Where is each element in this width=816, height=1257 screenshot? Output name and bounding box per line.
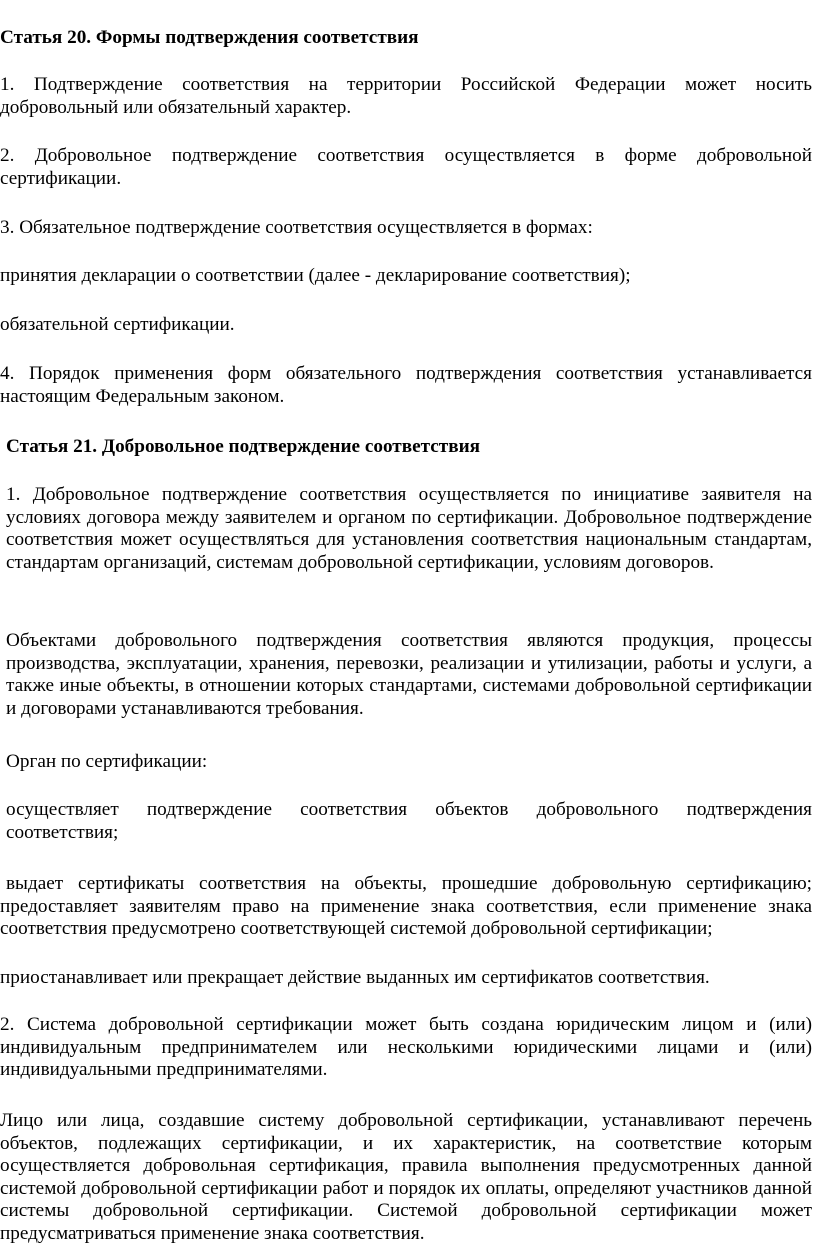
article-20-heading: Статья 20. Формы подтверждения соответствия [0,27,419,48]
article-20-paragraph-3: 3. Обязательное подтверждение соответствия осуществляется в формах: [0,217,593,238]
article-20-paragraph-1: 1. Подтверждение соответствия на территории Российской Федерации может носить добровольный или обязательный характер. [0,74,812,118]
article-20-list-item-1: принятия декларации о соответствии (далее - декларирование соответствия); [0,265,631,286]
article-21-certification-body-item-1: осуществляет подтверждение соответствия объектов добровольного подтверждения соответствия; [6,799,812,843]
article-20-list-item-2: обязательной сертификации. [0,314,235,335]
article-21-certification-body-intro: Орган по сертификации: [6,751,208,772]
article-21-certification-body-item-2: выдает сертификаты соответствия на объекты, прошедшие добровольную сертификацию; предоставляет заявителям право на применение знака соответствия, если применение знака соответствия предусмотрено соответствующей системой добровольной сертификации; [0,873,812,939]
article-21-paragraph-1: 1. Добровольное подтверждение соответствия осуществляется по инициативе заявителя на условиях договора между заявителем и органом по сертификации. Добровольное подтверждение соответствия может осуществляться для установления соответствия национальным стандартам, стандартам организаций, системам добровольной сертификации, условиям договоров. [6,484,812,573]
article-21-paragraph-2: 2. Система добровольной сертификации может быть создана юридическим лицом и (или) индивидуальным предпринимателем или несколькими юридическими лицами и (или) индивидуальными предпринимателями. [0,1014,812,1080]
article-20-paragraph-4: 4. Порядок применения форм обязательного подтверждения соответствия устанавливается настоящим Федеральным законом. [0,363,812,407]
article-20-paragraph-2: 2. Добровольное подтверждение соответствия осуществляется в форме добровольной сертификации. [0,145,812,189]
article-21-certification-body-item-3: приостанавливает или прекращает действие выданных им сертификатов соответствия. [0,967,710,988]
article-21-objects-paragraph: Объектами добровольного подтверждения соответствия являются продукция, процессы производства, эксплуатации, хранения, перевозки, реализации и утилизации, работы и услуги, а также иные объекты, в отношении которых стандартами, системами добровольной сертификации и договорами устанавливаются требования. [6,630,812,719]
article-21-heading: Статья 21. Добровольное подтверждение соответствия [6,436,480,457]
article-21-paragraph-2-continuation: Лицо или лица, создавшие систему добровольной сертификации, устанавливают перечень объектов, подлежащих сертификации, и их характеристик, на соответствие которым осуществляется добровольная сертификация, правила выполнения предусмотренных данной системой добровольной сертификации работ и порядок их оплаты, определяют участников данной системы добровольной сертификации. Системой добровольной сертификации может предусматриваться применение знака соответствия. [0,1110,812,1244]
